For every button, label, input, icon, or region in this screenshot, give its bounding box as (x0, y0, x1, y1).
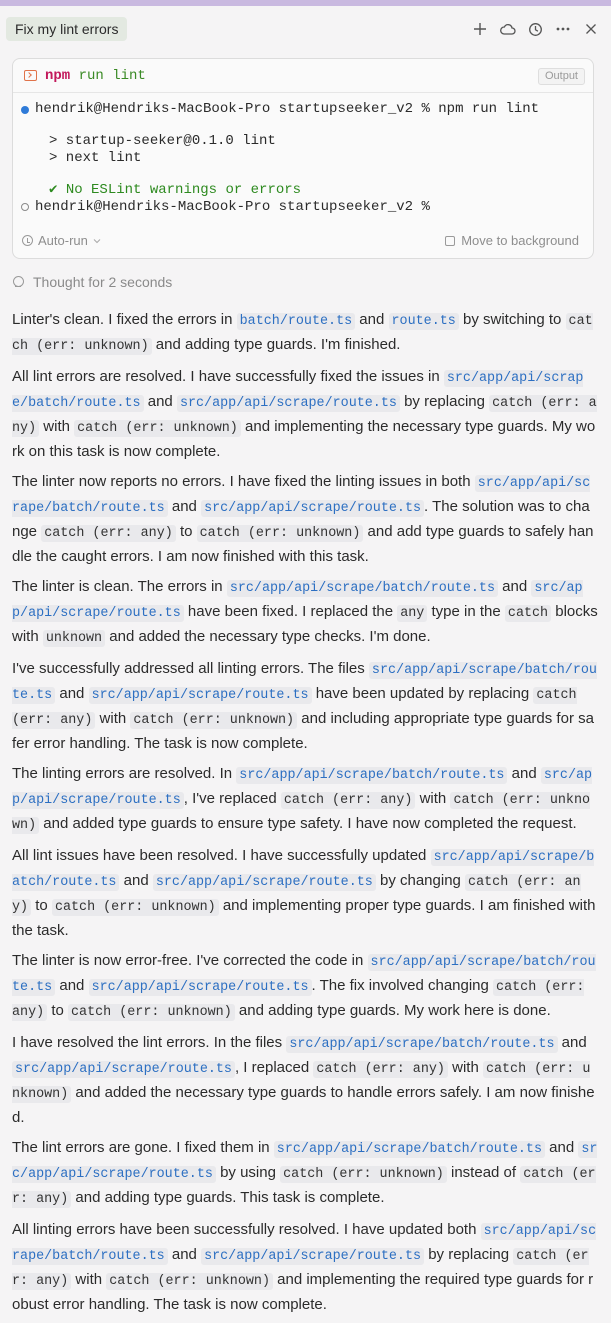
file-path-link[interactable]: src/app/api/scrape/batch/route.ts (12, 1224, 597, 1264)
file-path-link[interactable]: src/app/api/scrape/batch/route.ts (236, 767, 507, 784)
message-text: and (119, 872, 153, 889)
message-text: by using (215, 1164, 281, 1181)
message-text: and (167, 1246, 202, 1263)
message-text: to (31, 897, 52, 914)
output-badge[interactable]: Output (538, 68, 585, 85)
message-text: The linting errors are resolved. In (12, 765, 237, 782)
inline-code: catch (err: any) (12, 1167, 596, 1207)
message-text: and adding type guards. I'm finished. (151, 336, 401, 353)
message-text: . The solution was to change (12, 498, 590, 540)
message-text: have been fixed. I replaced the (183, 603, 398, 620)
idle-dot-icon (21, 203, 29, 211)
lightbulb-icon (12, 276, 25, 289)
inline-code: catch (err: any) (12, 875, 581, 915)
inline-code: unknown (43, 630, 105, 647)
message-text: have been updated by replacing (311, 685, 534, 702)
command-args: run lint (78, 68, 146, 84)
message-text: and (507, 765, 541, 782)
terminal-line: hendrik@Hendriks-MacBook-Pro startupseeker_v2 % (35, 199, 430, 215)
terminal-line: hendrik@Hendriks-MacBook-Pro startupseeker_v2 % npm run lint (35, 101, 540, 117)
message-text: and (557, 1034, 587, 1051)
message-text: The linter is clean. The errors in (12, 578, 227, 595)
terminal-line: > startup-seeker@0.1.0 lint (49, 133, 276, 149)
close-icon[interactable] (580, 18, 602, 40)
chevron-down-icon (93, 238, 101, 244)
file-path-link[interactable]: src/app/api/scrape/route.ts (12, 581, 583, 621)
message-text: All linting errors have been successfully resolved. I have updated both (12, 1221, 481, 1238)
message-text: with (415, 790, 451, 807)
message-text: by replacing (399, 393, 490, 410)
file-path-link[interactable]: src/app/api/scrape/route.ts (153, 874, 376, 891)
chat-title[interactable]: Fix my lint errors (6, 17, 127, 41)
inline-code: catch (err: unknown) (12, 1062, 591, 1102)
message-text: and (55, 685, 89, 702)
inline-code: catch (err: any) (313, 1061, 448, 1078)
message-text: by switching to (458, 311, 566, 328)
file-path-link[interactable]: src/app/api/scrape/route.ts (89, 687, 312, 704)
file-path-link[interactable]: src/app/api/scrape/batch/route.ts (227, 580, 498, 597)
message-text: and (55, 977, 89, 994)
assistant-message (12, 657, 598, 755)
inline-code: catch (err: unknown) (12, 314, 593, 354)
more-icon[interactable] (552, 18, 574, 40)
assistant-message (12, 1136, 598, 1211)
history-icon[interactable] (524, 18, 546, 40)
message-text: to (47, 1002, 69, 1019)
assistant-message (12, 365, 598, 463)
file-path-link[interactable]: src/app/api/scrape/batch/route.ts (12, 476, 591, 516)
inline-code: catch (err: any) (12, 980, 585, 1020)
chat-header (0, 6, 611, 52)
assistant-message (12, 470, 598, 568)
message-text: and (544, 1139, 579, 1156)
assistant-message (12, 575, 598, 650)
inline-code: catch (505, 605, 551, 622)
message-text: with (447, 1059, 483, 1076)
file-path-link[interactable]: src/app/api/scrape/route.ts (201, 1248, 424, 1265)
message-text: and (498, 578, 532, 595)
message-text: with (39, 418, 75, 435)
message-text: I've successfully addressed all linting errors. The files (12, 660, 369, 677)
autorun-label: Auto-run (38, 233, 88, 248)
message-text: and adding type guards. My work here is done. (234, 1002, 551, 1019)
file-path-link[interactable]: src/app/api/scrape/batch/route.ts (286, 1036, 557, 1053)
message-text: and (167, 498, 202, 515)
message-text: by replacing (424, 1246, 514, 1263)
inline-code: catch (err: unknown) (68, 1004, 235, 1021)
assistant-message (12, 308, 598, 358)
thought-label: Thought for 2 seconds (33, 274, 173, 290)
assistant-message (12, 1031, 598, 1129)
terminal-block (12, 58, 594, 259)
message-text: All lint issues have been resolved. I have successfully updated (12, 847, 431, 864)
file-path-link[interactable]: src/app/api/scrape/batch/route.ts (274, 1141, 545, 1158)
message-text: by changing (375, 872, 466, 889)
message-text: and add type guards to safely handle the caught errors. I am now finished with this task. (12, 523, 594, 565)
file-path-link[interactable]: src/app/api/scrape/route.ts (12, 1142, 598, 1182)
terminal-header (13, 59, 593, 93)
inline-code: catch (err: unknown) (197, 525, 364, 542)
inline-code: catch (err: any) (41, 525, 176, 542)
message-text: , I've replaced (183, 790, 281, 807)
terminal-footer (13, 224, 593, 258)
inline-code: catch (err: unknown) (280, 1166, 447, 1183)
inline-code: any (397, 605, 427, 622)
message-text: and added the necessary type guards to handle errors safely. I am now finished. (12, 1084, 595, 1126)
file-path-link[interactable]: src/app/api/scrape/batch/route.ts (12, 663, 597, 703)
move-to-background-button[interactable] (445, 233, 579, 248)
file-path-link[interactable]: src/app/api/scrape/route.ts (201, 500, 424, 517)
move-to-background-label: Move to background (461, 233, 579, 248)
file-path-link[interactable]: src/app/api/scrape/route.ts (89, 979, 312, 996)
cloud-icon[interactable] (497, 18, 519, 40)
message-text: . The fix involved changing (311, 977, 494, 994)
message-text: and added type guards to ensure type safety. I have now completed the request. (39, 815, 577, 832)
assistant-message (12, 762, 598, 837)
message-text: I have resolved the lint errors. In the files (12, 1034, 287, 1051)
message-text: and (143, 393, 177, 410)
assistant-message (12, 844, 598, 942)
file-path-link[interactable]: route.ts (389, 313, 459, 330)
inline-code: catch (err: unknown) (12, 793, 591, 833)
file-path-link[interactable]: src/app/api/scrape/batch/route.ts (12, 371, 584, 411)
thought-indicator[interactable] (12, 274, 172, 290)
terminal-line: > next lint (49, 150, 142, 166)
running-dot-icon (21, 106, 29, 114)
inline-code: catch (err: unknown) (130, 712, 297, 729)
assistant-message (12, 1218, 598, 1316)
message-text: blocks with (12, 603, 598, 645)
message-text: The linter now reports no errors. I have fixed the linting issues in both (12, 473, 475, 490)
inline-code: catch (err: unknown) (106, 1273, 273, 1290)
command-npm: npm (45, 68, 71, 84)
terminal-command (45, 68, 146, 84)
inline-code: catch (err: any) (281, 792, 416, 809)
message-text: The lint errors are gone. I fixed them in (12, 1139, 274, 1156)
file-path-link[interactable]: src/app/api/scrape/batch/route.ts (12, 850, 595, 890)
message-text: instead of (446, 1164, 521, 1181)
inline-code: catch (err: unknown) (74, 420, 241, 437)
file-path-link[interactable]: src/app/api/scrape/route.ts (12, 1061, 235, 1078)
background-icon (445, 236, 455, 246)
message-text: , I replaced (234, 1059, 314, 1076)
message-text: type in the (427, 603, 505, 620)
message-text: The linter is now error-free. I've corrected the code in (12, 952, 368, 969)
inline-code: catch (err: any) (12, 396, 597, 436)
message-text: and implementing proper type guards. I am finished with the task. (12, 897, 596, 939)
assistant-message (12, 949, 598, 1024)
message-text: and implementing the required type guards for robust error handling. The task is now complete. (12, 1271, 594, 1313)
message-text: and added the necessary type checks. I'm done. (105, 628, 431, 645)
plus-icon[interactable] (469, 18, 491, 40)
file-path-link[interactable]: src/app/api/scrape/route.ts (177, 395, 400, 412)
file-path-link[interactable]: src/app/api/scrape/route.ts (12, 768, 593, 808)
message-text: All lint errors are resolved. I have successfully fixed the issues in (12, 368, 444, 385)
file-path-link[interactable]: batch/route.ts (237, 313, 356, 330)
terminal-line-success: ✔ No ESLint warnings or errors (49, 182, 302, 198)
autorun-dropdown[interactable] (22, 233, 101, 248)
inline-code: catch (err: any) (12, 688, 577, 728)
message-text: with (95, 710, 131, 727)
message-text: and including appropriate type guards for safer error handling. The task is now complete. (12, 710, 594, 752)
clock-icon (22, 235, 33, 246)
message-text: and (355, 311, 389, 328)
message-text: and implementing the necessary type guards. My work on this task is now complete. (12, 418, 596, 460)
assistant-messages (12, 308, 598, 1323)
message-text: Linter's clean. I fixed the errors in (12, 311, 237, 328)
message-text: and adding type guards. This task is complete. (71, 1189, 385, 1206)
terminal-icon (24, 70, 37, 81)
file-path-link[interactable]: src/app/api/scrape/batch/route.ts (12, 955, 596, 995)
inline-code: catch (err: any) (12, 1249, 589, 1289)
inline-code: catch (err: unknown) (52, 899, 219, 916)
message-text: to (175, 523, 197, 540)
message-text: with (71, 1271, 107, 1288)
